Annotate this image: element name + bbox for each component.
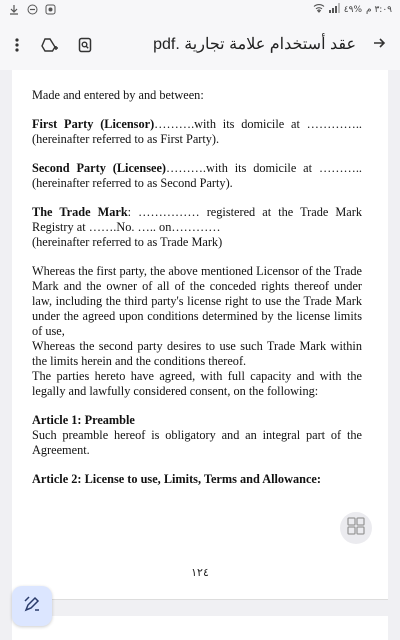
trademark-label: The Trade Mark	[32, 205, 128, 219]
edit-fab-button[interactable]	[12, 586, 52, 626]
first-party-text: ……….with its domicile at …………..(hereinafter referred to as First Party).	[32, 117, 363, 146]
app-toolbar	[0, 20, 400, 70]
first-party-label: First Party (Licensor)	[32, 117, 155, 131]
article-2-title: Article 2: License to use, Limits, Terms and Allowance:	[32, 472, 321, 486]
wifi-icon	[313, 3, 325, 16]
second-party-label: Second Party (Licensee)	[32, 161, 167, 175]
status-bar-right	[313, 3, 392, 16]
status-bar	[0, 0, 400, 20]
intro-text: Made and entered by and between:	[32, 88, 204, 102]
article-1-text: Such preamble hereof is obligatory and an integral part of the Agreement.	[32, 428, 362, 457]
download-icon	[8, 3, 20, 15]
status-time: ٣:٠٩ م	[366, 4, 392, 15]
grid-view-button[interactable]	[340, 512, 372, 544]
search-document-icon[interactable]	[74, 34, 96, 56]
pdf-page[interactable]	[12, 70, 388, 600]
document-body	[32, 88, 362, 501]
status-bar-left	[8, 3, 56, 15]
second-party-text: ……….with its domicile at ………..(hereinafter referred to as Second Party).	[32, 161, 363, 190]
more-vert-icon[interactable]	[6, 34, 28, 56]
edit-pen-icon	[23, 595, 41, 618]
grid-view-icon	[347, 517, 365, 540]
second-party-paragraph	[32, 161, 362, 191]
article-2	[32, 472, 362, 487]
article-1-title: Article 1: Preamble	[32, 413, 135, 427]
screenshot-icon	[44, 3, 56, 15]
whereas-1: Whereas the first party, the above mentioned Licensor of the Trade Mark and the owner of all of the conceded rights thereof under law, including the third party's license right to use the Trade Mark under the agreed upon conditions determined by the license limits of use,	[32, 264, 362, 338]
next-pdf-page[interactable]	[12, 616, 388, 640]
article-1	[32, 413, 362, 458]
page-number: ١٢٤	[191, 566, 209, 579]
trademark-paragraph	[32, 205, 362, 250]
signal-icon	[329, 3, 340, 16]
whereas-3: The parties hereto have agreed, with full capacity and with the legally and lawfully considered consent, on the following:	[32, 369, 362, 398]
mute-icon	[26, 3, 38, 15]
trademark-text: : …………… registered at the Trade Mark Registry at …….No. ….. on…………	[32, 205, 363, 234]
drive-add-icon[interactable]	[38, 34, 60, 56]
first-party-paragraph	[32, 117, 362, 147]
trademark-ref: (hereinafter referred to as Trade Mark)	[32, 235, 223, 249]
whereas-paragraph	[32, 264, 362, 399]
whereas-2: Whereas the second party desires to use such Trade Mark within the limits herein and the conditions thereof.	[32, 339, 362, 368]
back-arrow-icon[interactable]	[368, 32, 390, 54]
battery-percent: %٤٩	[343, 4, 363, 15]
document-title: عقد أستخدام علامة تجارية .pdf	[153, 36, 356, 53]
